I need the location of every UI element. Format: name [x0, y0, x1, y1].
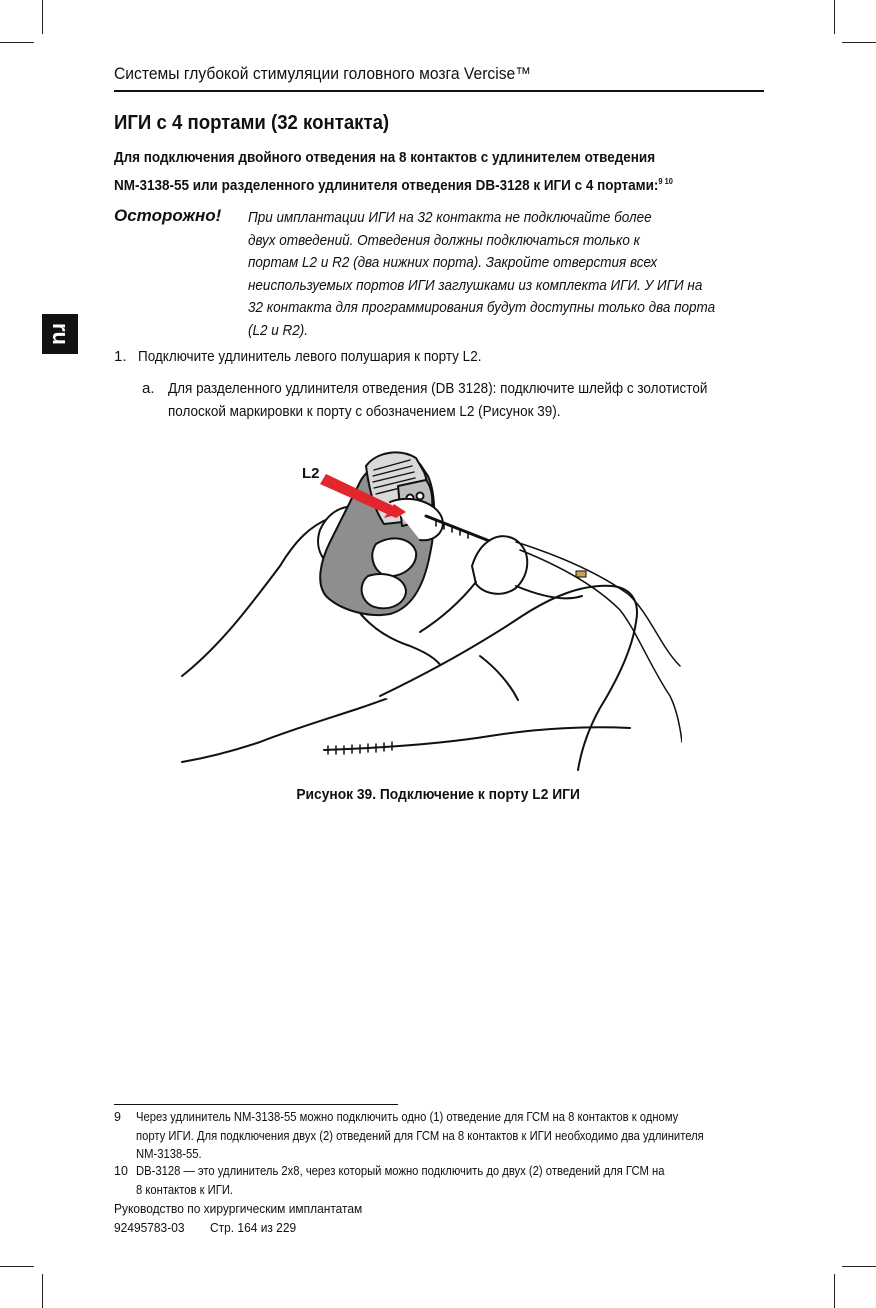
step-text: полоской маркировки к порту с обозначением L2 (Рисунок 39).: [168, 402, 561, 420]
figure-caption-text: Рисунок 39. Подключение к порту L2 ИГИ: [296, 786, 580, 803]
caution-line: При имплантации ИГИ на 32 контакта не подключайте более: [248, 209, 652, 226]
crop-mark: [0, 42, 34, 43]
section-heading: ИГИ с 4 портами (32 контакта): [114, 112, 390, 134]
step-number: 1.: [114, 348, 127, 365]
figure-illustration: [180, 446, 682, 772]
language-tab: [42, 314, 78, 354]
footnote-number: 10: [114, 1164, 128, 1178]
step-1: [114, 346, 520, 369]
footer-doc-number: 92495783-03: [114, 1220, 185, 1235]
caution-line: 32 контакта для программирования будут доступны только два порта: [248, 299, 716, 317]
right-hand: [472, 536, 527, 594]
figure-caption: [0, 786, 876, 803]
intro-line: [114, 170, 746, 198]
footnote-number: 9: [114, 1110, 121, 1124]
footnote-10: [114, 1162, 814, 1199]
intro-line: Для подключения двойного отведения на 8 контактов с удлинителем отведения: [114, 150, 656, 166]
language-tab-label: ru: [48, 323, 73, 345]
caution-line: неиспользуемых портов ИГИ заглушками из комплекта ИГИ. У ИГИ на: [248, 276, 703, 294]
crop-mark: [842, 1266, 876, 1267]
footer-page-number: Стр. 164 из 229: [210, 1220, 297, 1235]
footnote-line: Через удлинитель NM-3138-55 можно подключить одно (1) отведение для ГСМ на 8 контактов к одному: [136, 1110, 679, 1124]
crop-mark: [842, 42, 876, 43]
caution-label: Осторожно!: [114, 206, 222, 225]
step-number: a.: [142, 380, 155, 397]
footnote-line: 8 контактов к ИГИ.: [136, 1182, 234, 1197]
header-rule: [114, 90, 764, 92]
caution-line: портам L2 и R2 (два нижних порта). Закройте отверстия всех: [248, 254, 658, 272]
crop-mark: [834, 1274, 835, 1308]
crop-mark: [0, 1266, 34, 1267]
footnote-9: [114, 1108, 814, 1164]
footnote-line: порту ИГИ. Для подключения двух (2) отведений для ГСМ на 8 контактов к ИГИ необходимо два удлинителя: [136, 1128, 704, 1143]
gold-marker: [576, 571, 586, 577]
port-label: L2: [302, 465, 320, 482]
footnote-rule: [114, 1104, 398, 1105]
crop-mark: [42, 0, 43, 34]
footnote-line: DB-3128 — это удлинитель 2x8, через который можно подключить до двух (2) отведений для ГСМ на: [136, 1164, 665, 1178]
footnote-line: NM-3138-55.: [136, 1147, 202, 1161]
finger: [362, 574, 406, 608]
header-title: Системы глубокой стимуляции головного мозга Vercise™: [114, 64, 531, 83]
step-text: Подключите удлинитель левого полушария к порту L2.: [138, 348, 482, 365]
footer-manual-title: Руководство по хирургическим имплантатам: [114, 1201, 363, 1216]
step-1a: [142, 378, 767, 423]
intro-line-text: NM-3138-55 или разделенного удлинителя отведения DB-3128 к ИГИ с 4 портами:: [114, 177, 659, 194]
intro-paragraph: [114, 146, 794, 198]
crop-mark: [42, 1274, 43, 1308]
crop-mark: [834, 0, 835, 34]
step-text: Для разделенного удлинителя отведения (DB 3128): подключите шлейф с золотистой: [168, 380, 708, 397]
footnote-refs: 9 10: [658, 177, 673, 186]
caution-text: [248, 207, 768, 343]
caution-line: (L2 и R2).: [248, 321, 309, 339]
caution-line: двух отведений. Отведения должны подключаться только к: [248, 231, 641, 249]
